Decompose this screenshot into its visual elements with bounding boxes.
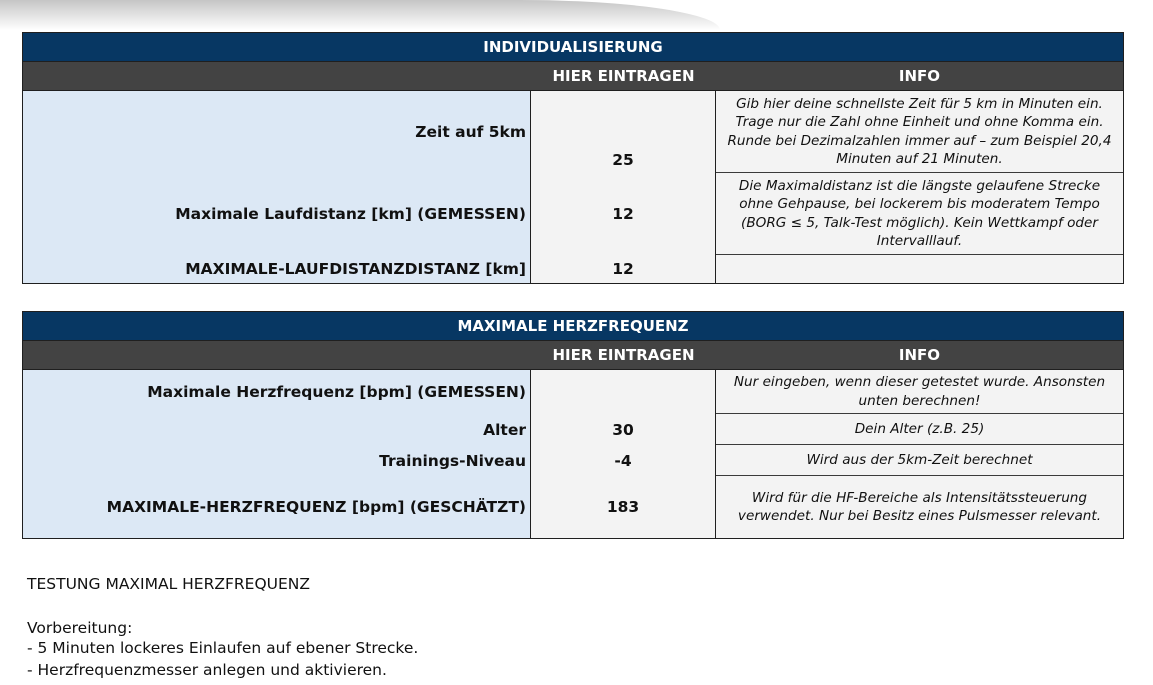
entry-alter[interactable]: 30 <box>612 420 634 439</box>
info-laufdistanz-max <box>716 255 1123 283</box>
entry-column <box>531 370 716 538</box>
header-info: INFO <box>898 346 941 364</box>
label-column <box>23 370 531 538</box>
entry-hf-geschaetzt: 183 <box>606 498 640 516</box>
entry-column <box>531 91 716 283</box>
individualisierung-title: INDIVIDUALISIERUNG <box>23 33 1123 62</box>
entry-laufdistanz[interactable]: 12 <box>612 205 634 223</box>
herzfrequenz-table <box>22 311 1124 539</box>
row-label-laufdistanz-max: MAXIMALE-LAUFDISTANZDISTANZ [km] <box>185 260 526 278</box>
header-info: INFO <box>898 67 941 85</box>
info-hf-gemessen: Nur eingeben, wenn dieser getestet wurde. Ansonsten unten berechnen! <box>716 370 1123 414</box>
entry-trainings-niveau: -4 <box>614 451 632 470</box>
entry-hf-gemessen[interactable] <box>531 370 715 414</box>
header-hier-eintragen: HIER EINTRAGEN <box>552 67 695 85</box>
row-label-trainings-niveau: Trainings-Niveau <box>379 451 526 470</box>
row-label-hf-gemessen: Maximale Herzfrequenz [bpm] (GEMESSEN) <box>147 383 526 401</box>
label-column <box>23 91 531 283</box>
info-laufdistanz: Die Maximaldistanz ist die längste gelaufene Strecke ohne Gehpause, bei lockerem bis moderatem Tempo (BORG ≤ 5, Talk-Test möglich). Kein Wettkampf oder Intervalllauf. <box>716 173 1123 255</box>
vorbereitung-line-1: - 5 Minuten lockeres Einlaufen auf ebener Strecke. <box>27 639 419 657</box>
testung-heading: TESTUNG MAXIMAL HERZFREQUENZ <box>27 575 311 593</box>
info-trainings-niveau: Wird aus der 5km-Zeit berechnet <box>716 445 1123 476</box>
row-label-alter: Alter <box>483 420 526 439</box>
herzfrequenz-title: MAXIMALE HERZFREQUENZ <box>23 312 1123 341</box>
individualisierung-header-row <box>23 62 1123 91</box>
vorbereitung-heading: Vorbereitung: <box>27 619 133 637</box>
row-label-laufdistanz: Maximale Laufdistanz [km] (GEMESSEN) <box>175 205 526 223</box>
info-hf-geschaetzt: Wird für die HF-Bereiche als Intensitätssteuerung verwendet. Nur bei Besitz eines Pulsmesser relevant. <box>737 489 1102 524</box>
row-label-hf-geschaetzt: MAXIMALE-HERZFREQUENZ [bpm] (GESCHÄTZT) <box>106 498 526 516</box>
header-hier-eintragen: HIER EINTRAGEN <box>552 346 695 364</box>
info-zeit: Gib hier deine schnellste Zeit für 5 km in Minuten ein. Trage nur die Zahl ohne Einheit und ohne Komma ein. Runde bei Dezimalzahlen immer auf – zum Beispiel 20,4 Minuten auf 21 Minuten. <box>716 91 1123 173</box>
herzfrequenz-body <box>23 370 1123 538</box>
header-label-blank <box>23 62 531 90</box>
info-column <box>716 370 1123 538</box>
individualisierung-table <box>22 32 1124 284</box>
entry-laufdistanz-max: 12 <box>612 260 634 278</box>
info-alter: Dein Alter (z.B. 25) <box>716 414 1123 445</box>
header-label-blank <box>23 341 531 369</box>
entry-zeit[interactable]: 25 <box>612 151 634 169</box>
page-shadow <box>0 0 720 30</box>
herzfrequenz-header-row <box>23 341 1123 370</box>
row-label-zeit: Zeit auf 5km <box>415 123 526 141</box>
vorbereitung-line-2: - Herzfrequenzmesser anlegen und aktivieren. <box>27 661 387 679</box>
info-column <box>716 91 1123 283</box>
individualisierung-body <box>23 91 1123 283</box>
